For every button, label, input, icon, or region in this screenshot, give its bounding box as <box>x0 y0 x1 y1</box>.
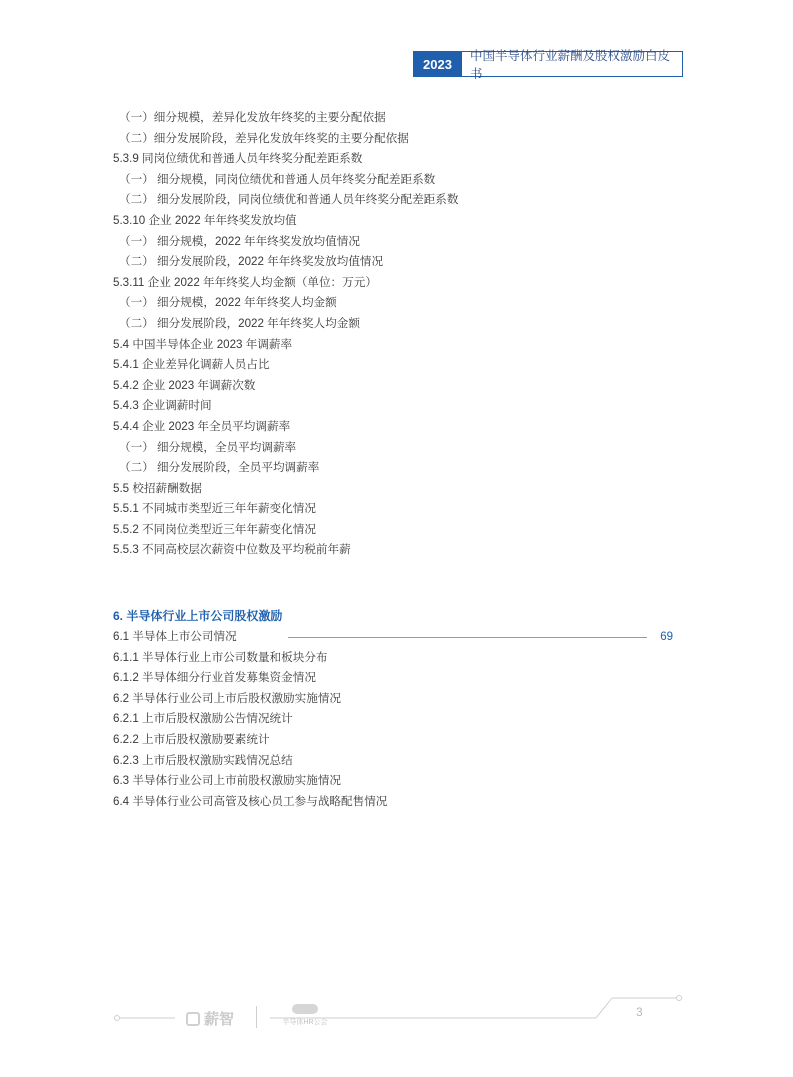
toc-entry[interactable]: 5.4.2 企业 2023 年调薪次数 <box>113 378 256 392</box>
toc-entry[interactable]: （二） 细分发展阶段，2022 年年终奖人均金额 <box>119 316 360 330</box>
toc-entry[interactable]: 6.2 半导体行业公司上市后股权激励实施情况 <box>113 691 342 705</box>
toc-entry[interactable]: 5.3.10 企业 2022 年年终奖发放均值 <box>113 213 297 227</box>
hr-guild-logo-text: 半导体HR公会 <box>282 1019 328 1026</box>
toc-entry[interactable]: 6.1.1 半导体行业上市公司数量和板块分布 <box>113 650 328 664</box>
toc-entry[interactable]: 5.4.4 企业 2023 年全员平均调薪率 <box>113 419 291 433</box>
toc-entry[interactable]: （一）细分规模，差异化发放年终奖的主要分配依据 <box>119 111 386 124</box>
footer-divider <box>256 1006 257 1028</box>
toc-entry[interactable]: 6.2.3 上市后股权激励实践情况总结 <box>113 753 293 767</box>
page-header <box>413 49 683 81</box>
toc-entry[interactable]: （二） 细分发展阶段，同岗位绩优和普通人员年终奖分配差距系数 <box>119 193 459 207</box>
toc-entry[interactable]: （一） 细分规模，同岗位绩优和普通人员年终奖分配差距系数 <box>119 172 436 186</box>
toc-entry[interactable]: （二） 细分发展阶段，全员平均调薪率 <box>119 461 320 475</box>
hr-guild-logo <box>280 1004 330 1027</box>
toc-part-5 <box>113 108 673 561</box>
toc-entry[interactable]: 6.2.2 上市后股权激励要素统计 <box>113 733 270 747</box>
toc-entry[interactable]: （一） 细分规模，2022 年年终奖人均金额 <box>119 296 337 310</box>
toc-entry[interactable]: 5.5 校招薪酬数据 <box>113 481 202 495</box>
toc-entry[interactable]: （二）细分发展阶段，差异化发放年终奖的主要分配依据 <box>119 131 409 145</box>
toc-entry[interactable]: 6.1.2 半导体细分行业首发募集资金情况 <box>113 671 316 685</box>
table-of-contents <box>113 108 673 812</box>
xinzhi-logo <box>186 1008 234 1029</box>
header-year: 2023 <box>413 51 462 77</box>
xinzhi-logo-text: 薪智 <box>204 1011 235 1028</box>
toc-entry[interactable]: 5.3.9 同岗位绩优和普通人员年终奖分配差距系数 <box>113 152 363 166</box>
toc-entry[interactable]: （一） 细分规模，全员平均调薪率 <box>119 440 297 454</box>
toc-entry[interactable]: 5.3.11 企业 2022 年年终奖人均金额（单位：万元） <box>113 275 377 289</box>
leader-line <box>288 637 647 638</box>
page-number: 3 <box>636 1005 643 1019</box>
toc-entry[interactable]: 5.5.3 不同高校层次薪资中位数及平均税前年薪 <box>113 543 351 557</box>
toc-page-number: 69 <box>660 631 673 644</box>
toc-entry[interactable]: 5.4 中国半导体企业 2023 年调薪率 <box>113 337 293 351</box>
toc-entry[interactable]: 5.5.2 不同岗位类型近三年年薪变化情况 <box>113 522 316 536</box>
toc-entry[interactable]: 6.2.1 上市后股权激励公告情况统计 <box>113 712 293 726</box>
toc-entry[interactable]: （二） 细分发展阶段，2022 年年终奖发放均值情况 <box>119 255 384 269</box>
toc-entry-label: 6.1 半导体上市公司情况 <box>113 630 237 644</box>
toc-entry[interactable]: 5.4.1 企业差异化调薪人员占比 <box>113 358 270 372</box>
hr-guild-logo-icon <box>292 1004 318 1014</box>
toc-entry[interactable]: 6.4 半导体行业公司高管及核心员工参与战略配售情况 <box>113 794 388 808</box>
header-title: 中国半导体行业薪酬及股权激励白皮书 <box>462 51 683 77</box>
xinzhi-logo-icon <box>186 1012 200 1026</box>
section-6-title: 6. 半导体行业上市公司股权激励 <box>113 609 283 624</box>
toc-entry[interactable]: 5.4.3 企业调薪时间 <box>113 399 212 413</box>
toc-entry[interactable]: 5.5.1 不同城市类型近三年年薪变化情况 <box>113 502 316 516</box>
toc-entry-6-1[interactable] <box>113 627 673 648</box>
section-6-entries <box>113 648 673 813</box>
toc-entry[interactable]: （一） 细分规模，2022 年年终奖发放均值情况 <box>119 234 360 248</box>
toc-entry[interactable]: 6.3 半导体行业公司上市前股权激励实施情况 <box>113 774 342 788</box>
